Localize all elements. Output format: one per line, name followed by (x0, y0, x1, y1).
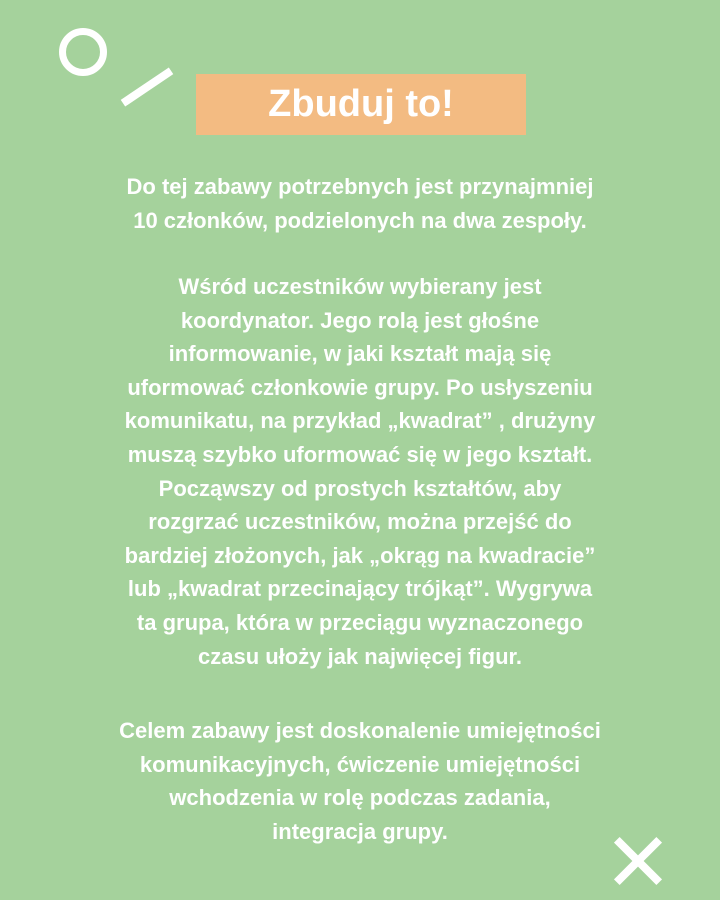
text-line: komunikatu, na przykład „kwadrat” , drużyny (124, 408, 596, 434)
text-line: Wśród uczestników wybierany jest (178, 274, 542, 299)
text-line: Począwszy od prostych kształtów, aby (158, 475, 562, 501)
text-line: komunikacyjnych, ćwiczenie umiejętności (139, 751, 581, 777)
title-banner (196, 74, 526, 135)
text-line: integracja grupy. (272, 818, 448, 844)
text-line: koordynator. Jego rolą jest głośne (180, 307, 540, 333)
paragraph-rules (0, 270, 720, 673)
paragraph-goal (0, 714, 720, 848)
text-line: Celem zabawy jest doskonalenie umiejętności (119, 718, 601, 743)
text-line: ta grupa, która w przeciągu wyznaczonego (136, 609, 584, 635)
text-line: Do tej zabawy potrzebnych jest przynajmniej (126, 174, 594, 199)
text-line: informowanie, w jaki kształt mają się (168, 341, 552, 367)
circle-decoration-icon (59, 28, 107, 76)
page-title: Zbuduj to! (268, 83, 454, 125)
text-line: uformować członkowie grupy. Po usłyszeniu (127, 374, 593, 400)
text-line: czasu ułoży jak najwięcej figur. (197, 643, 522, 669)
text-line: wchodzenia w rolę podczas zadania, (169, 785, 551, 811)
text-line: lub „kwadrat przecinający trójkąt”. Wygrywa (127, 576, 593, 602)
text-line: muszą szybko uformować się w jego kształt. (127, 441, 593, 467)
text-line: bardziej złożonych, jak „okrąg na kwadracie” (124, 542, 596, 568)
slash-decoration-icon (121, 67, 174, 106)
text-line: rozgrzać uczestników, można przejść do (148, 509, 572, 535)
text-line: 10 członków, podzielonych na dwa zespoły. (133, 207, 587, 233)
paragraph-intro (0, 170, 720, 237)
